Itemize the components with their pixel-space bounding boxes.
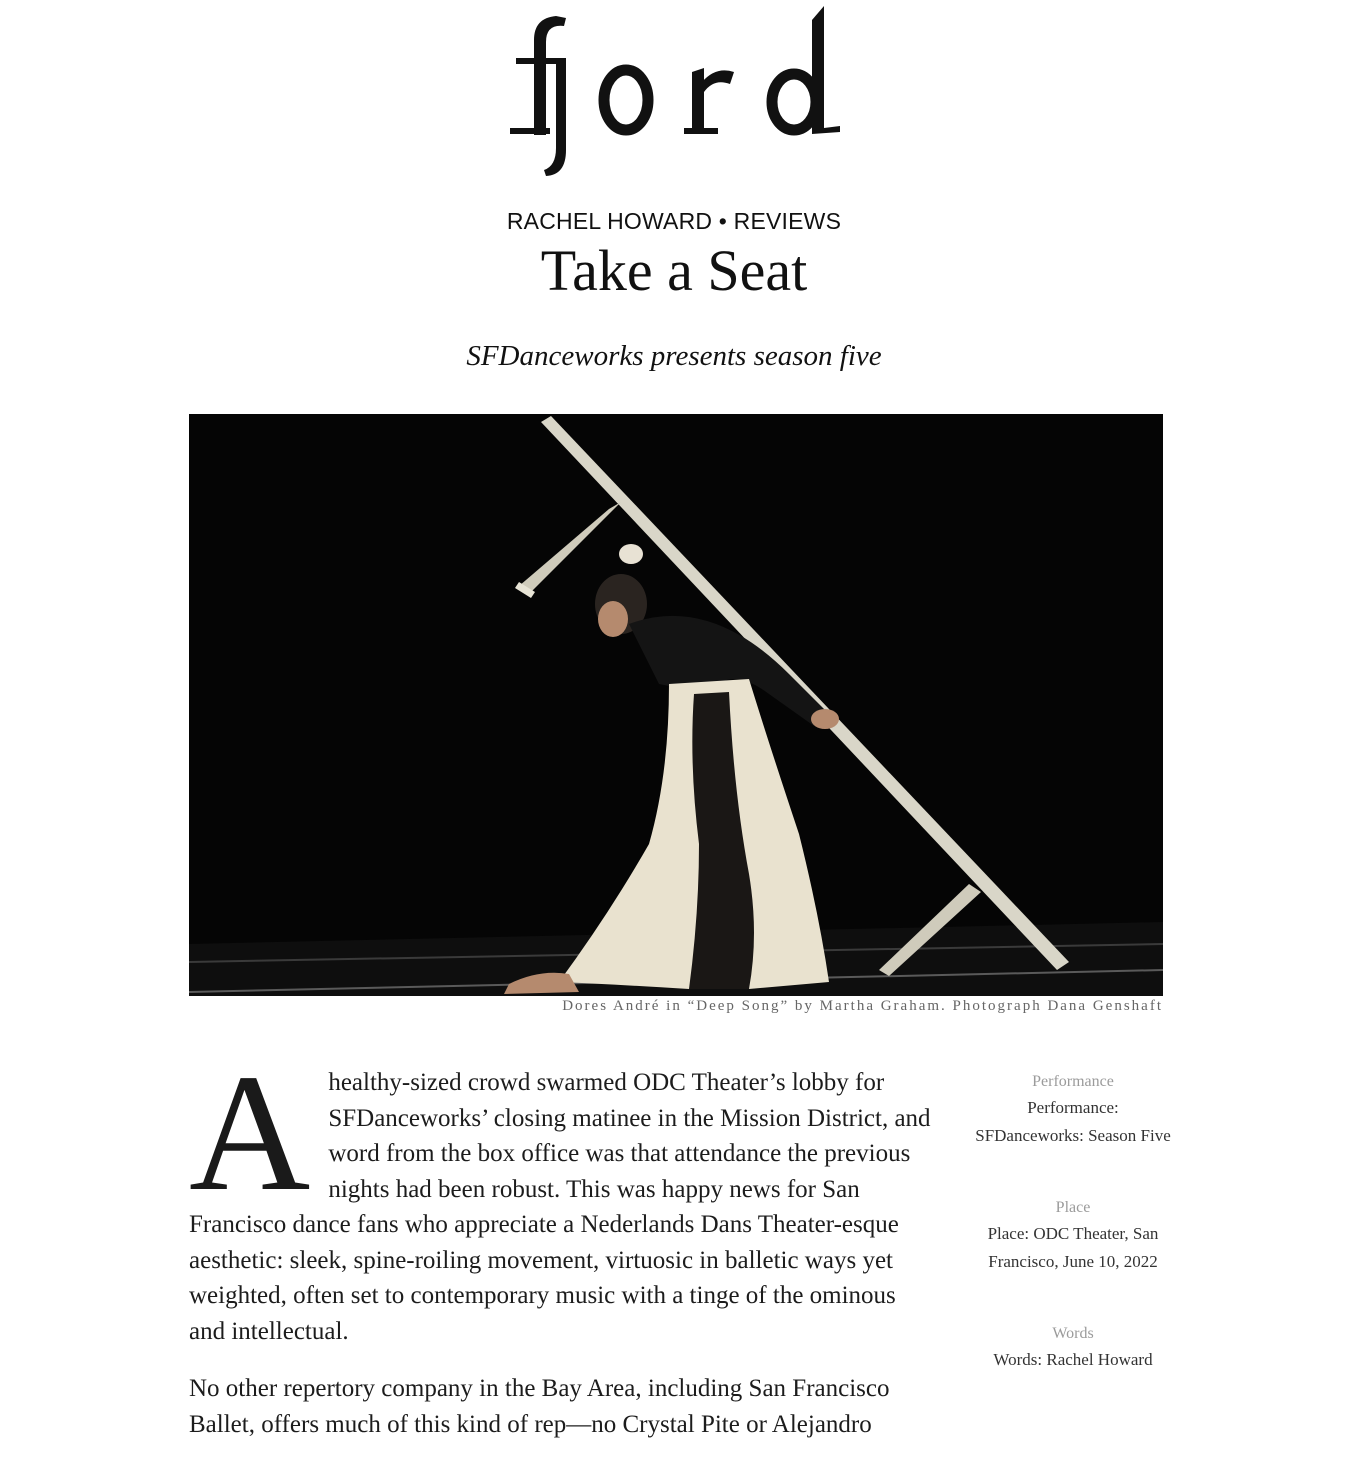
fjord-logo-icon — [494, 0, 854, 190]
meta-place — [973, 1196, 1173, 1276]
meta-label: Place — [1055, 1199, 1091, 1216]
article-byline[interactable]: RACHEL HOWARD • REVIEWS — [506, 208, 842, 234]
meta-words — [973, 1322, 1173, 1374]
meta-performance — [973, 1070, 1173, 1150]
article-body — [189, 1040, 934, 1464]
meta-label: Performance — [1032, 1073, 1114, 1090]
meta-value: Place: ODC Theater, San Francisco, June 10, 2022 — [987, 1224, 1159, 1271]
paragraph-text: healthy-sized crowd swarmed ODC Theater’s lobby for SFDanceworks’ closing matinee in the Mission District, and word from the box office was that attendance the previous nights had been robust. This was happy news for San Francisco dance fans who appreciate a Nederlands Dans Theater-esque aesthetic: sleek, spine-roiling movement, virtuosic in balletic ways yet weighted, often set to contemporary music with a tinge of the ominous and intellectual. — [189, 1069, 931, 1345]
dancer-with-bench-image — [189, 414, 1163, 996]
meta-label: Words — [1052, 1325, 1094, 1342]
photo-caption: Dores André in “Deep Song” by Martha Graham. Photograph Dana Genshaft — [562, 998, 1163, 1014]
article-title: Take a Seat — [540, 238, 808, 303]
article-subtitle: SFDanceworks presents season five — [466, 340, 882, 372]
article-paragraph — [189, 1040, 934, 1349]
article-paragraph: No other repertory company in the Bay Area, including San Francisco Ballet, offers much of this kind of rep—no Crystal Pite or Alejandro — [189, 1375, 890, 1438]
drop-cap: A — [189, 1040, 311, 1226]
meta-value: Performance: SFDanceworks: Season Five — [975, 1098, 1171, 1145]
hero-photo — [189, 414, 1163, 996]
article-meta-sidebar — [973, 1070, 1173, 1420]
site-logo[interactable] — [0, 0, 1348, 190]
meta-value: Words: Rachel Howard — [993, 1350, 1153, 1369]
